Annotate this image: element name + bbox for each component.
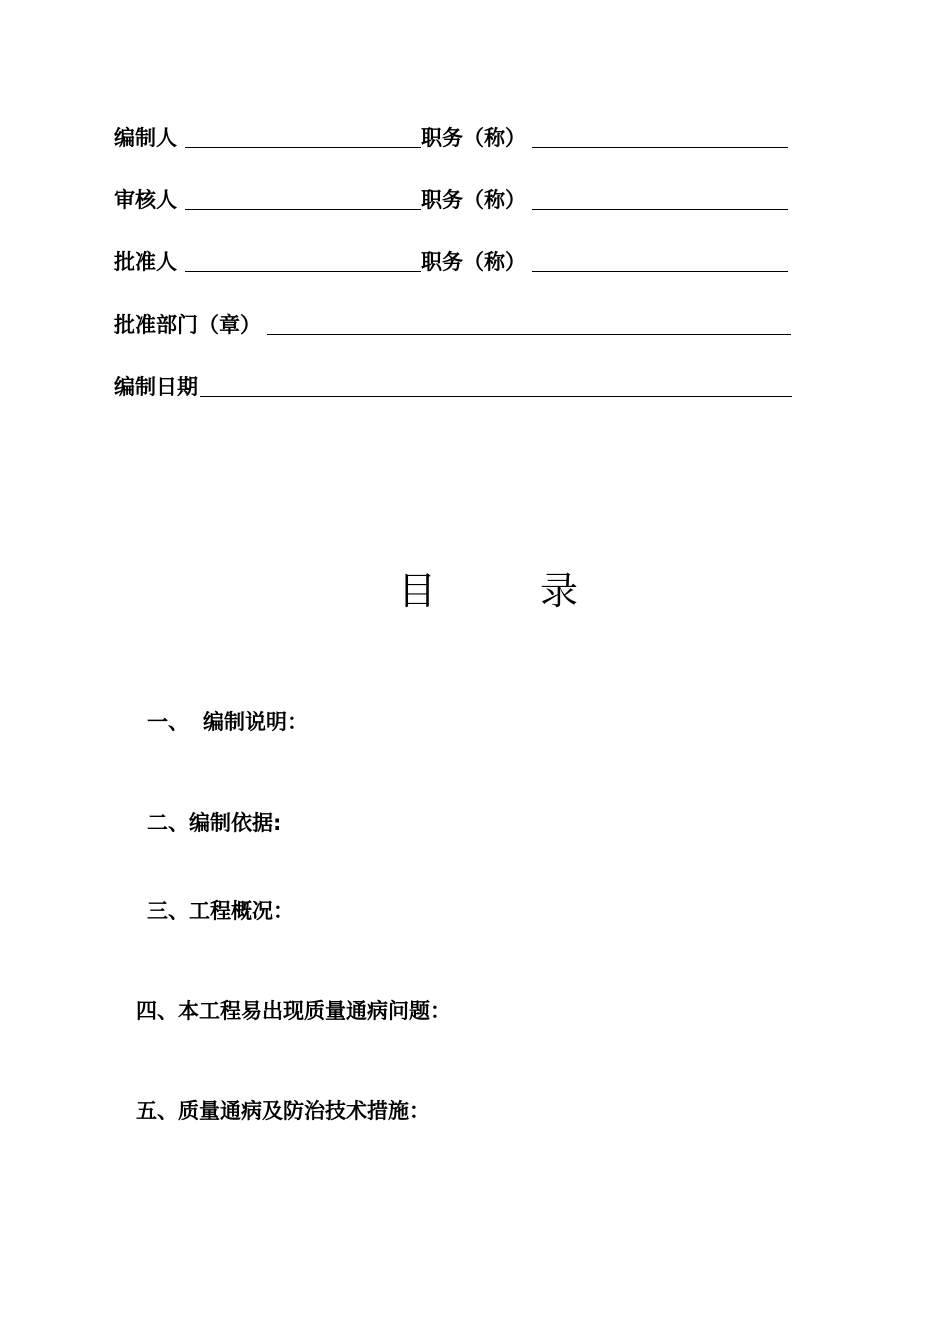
toc-item-text: 工程概况： (189, 899, 294, 923)
toc-item-number: 四、 (136, 999, 178, 1023)
approval-dept-row (114, 309, 791, 339)
toc-item-1 (147, 706, 308, 736)
approver-blank (185, 270, 421, 272)
compiler-position-blank (532, 146, 788, 148)
approver-row (114, 246, 788, 276)
approver-position-blank (532, 270, 788, 272)
reviewer-blank (185, 208, 421, 210)
toc-item-5 (136, 1095, 430, 1125)
toc-item-number: 二、 (147, 811, 189, 835)
approval-dept-label: 批准部门（章） (114, 313, 261, 337)
toc-title-char-1: 目 (398, 569, 437, 613)
compiler-position-label: 职务（称） (421, 126, 526, 150)
compile-date-label: 编制日期 (114, 375, 198, 399)
compiler-blank (185, 146, 421, 148)
reviewer-label: 审核人 (114, 188, 177, 212)
compile-date-row (114, 371, 792, 401)
toc-item-text: 本工程易出现质量通病问题： (178, 999, 451, 1023)
approval-dept-blank (267, 333, 791, 335)
toc-title-char-2: 录 (540, 569, 579, 613)
compile-date-blank (200, 395, 792, 397)
reviewer-row (114, 184, 788, 214)
toc-item-number: 五、 (136, 1099, 178, 1123)
toc-item-text: 编制依据: (189, 811, 282, 835)
toc-item-number: 一、 (147, 710, 189, 734)
toc-item-text: 编制说明： (203, 710, 308, 734)
toc-title (0, 560, 950, 616)
compiler-label: 编制人 (114, 126, 177, 150)
toc-item-text: 质量通病及防治技术措施： (178, 1099, 430, 1123)
reviewer-position-blank (532, 208, 788, 210)
approver-position-label: 职务（称） (421, 250, 526, 274)
reviewer-position-label: 职务（称） (421, 188, 526, 212)
toc-item-3 (147, 895, 294, 925)
toc-item-2 (147, 807, 281, 837)
toc-item-4 (136, 995, 451, 1025)
compiler-row (114, 122, 788, 152)
approver-label: 批准人 (114, 250, 177, 274)
toc-item-number: 三、 (147, 899, 189, 923)
